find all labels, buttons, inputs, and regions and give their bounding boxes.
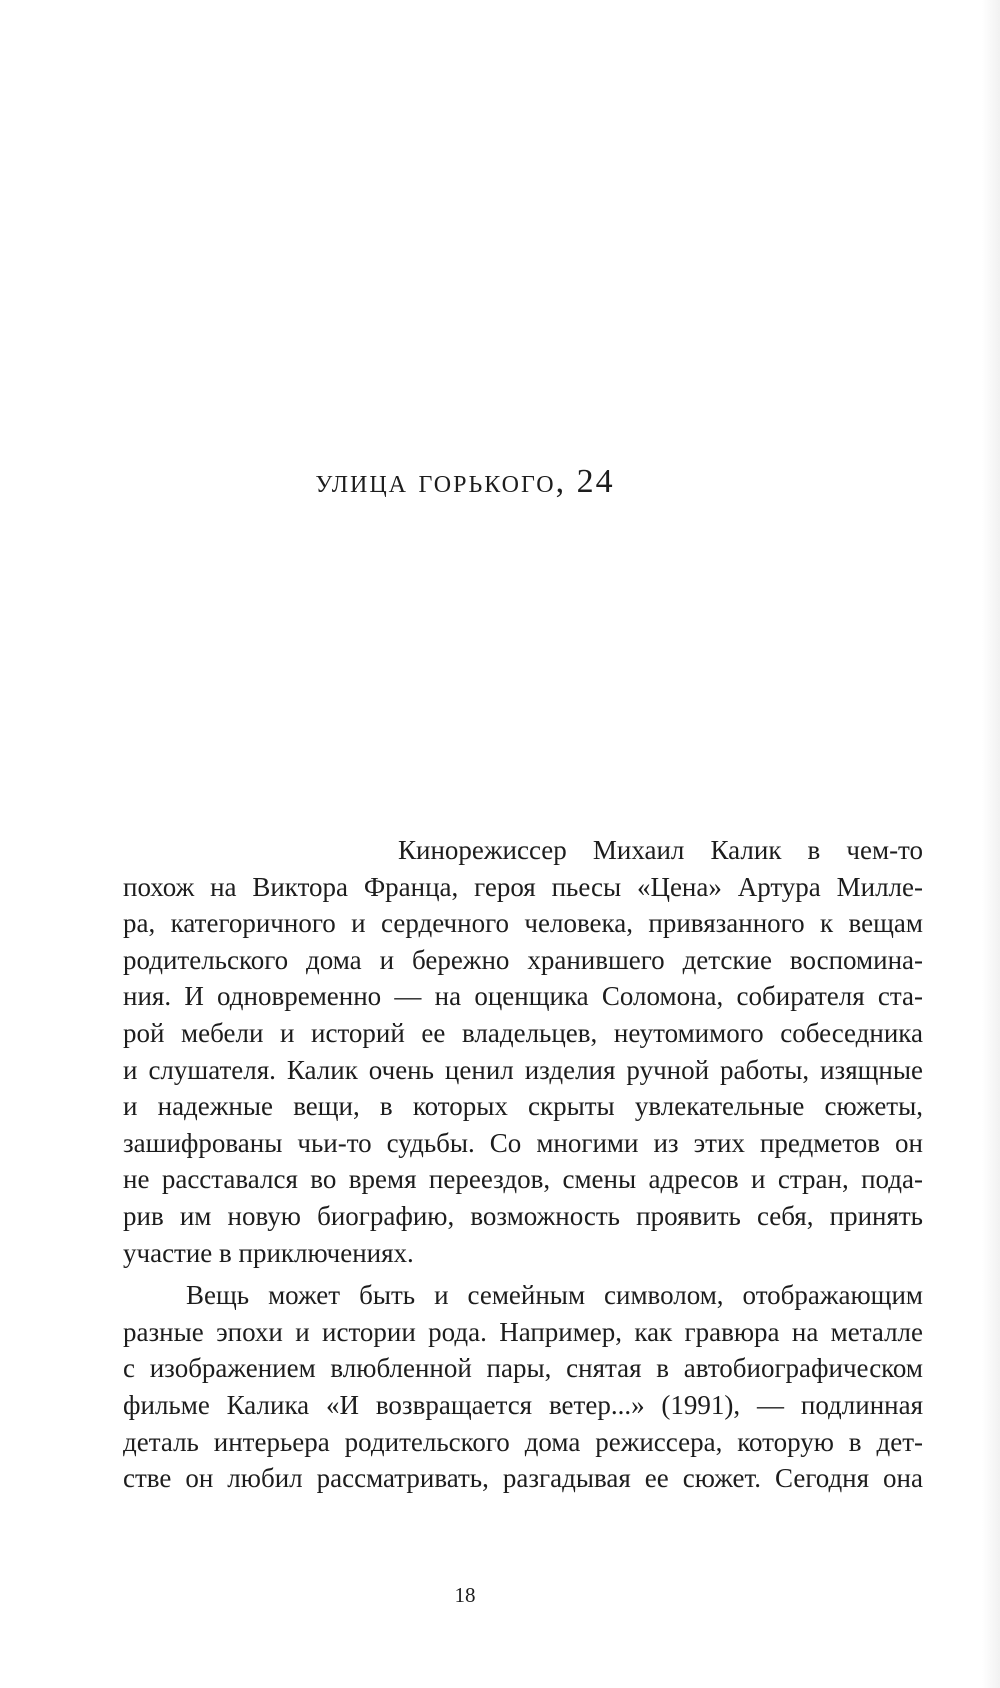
text-line: участие в приключениях. xyxy=(123,1237,414,1268)
text-line: деталь интерьера родительского дома режиссера, которую в дет- xyxy=(123,1426,923,1457)
text-line: Вещь может быть и семейным символом, отображающим xyxy=(186,1280,923,1311)
text-line: не расставался во время переездов, смены адресов и стран, пода- xyxy=(123,1164,923,1195)
text-line: и надежные вещи, в которых скрыты увлекательные сюжеты, xyxy=(123,1091,923,1122)
text-line: ра, категоричного и сердечного человека, привязанного к вещам xyxy=(123,908,923,939)
page-number: 18 xyxy=(454,1583,476,1607)
text-line: разные эпохи и истории рода. Например, как гравюра на металле xyxy=(123,1316,923,1347)
text-line: с изображением влюбленной пары, снятая в автобиографическом xyxy=(123,1353,923,1384)
page-edge-shadow xyxy=(982,0,1000,1688)
text-line: стве он любил рассматривать, разгадывая ее сюжет. Сегодня она xyxy=(123,1463,923,1494)
text-line: Кинорежиссер Михаил Калик в чем-то xyxy=(398,835,923,865)
chapter-title: улица горького, 24 xyxy=(315,463,615,500)
text-line: рив им новую биографию, возможность проявить себя, принять xyxy=(123,1200,923,1231)
paragraph-2 xyxy=(123,1277,923,1497)
text-line: рой мебели и историй ее владельцев, неутомимого собеседника xyxy=(123,1017,923,1048)
paragraph-1 xyxy=(123,832,923,1271)
text-line: фильме Калика «И возвращается ветер...» (1991), — подлинная xyxy=(123,1389,923,1420)
text-line: ния. И одновременно — на оценщика Соломона, собирателя ста- xyxy=(123,981,923,1012)
text-line: родительского дома и бережно хранившего детские воспомина- xyxy=(123,944,923,975)
text-line: зашифрованы чьи-то судьбы. Со многими из этих предметов он xyxy=(123,1127,923,1158)
text-line: и слушателя. Калик очень ценил изделия ручной работы, изящные xyxy=(123,1054,923,1085)
body-text xyxy=(123,832,923,1497)
text-line: похож на Виктора Франца, героя пьесы «Цена» Артура Милле- xyxy=(123,871,923,902)
